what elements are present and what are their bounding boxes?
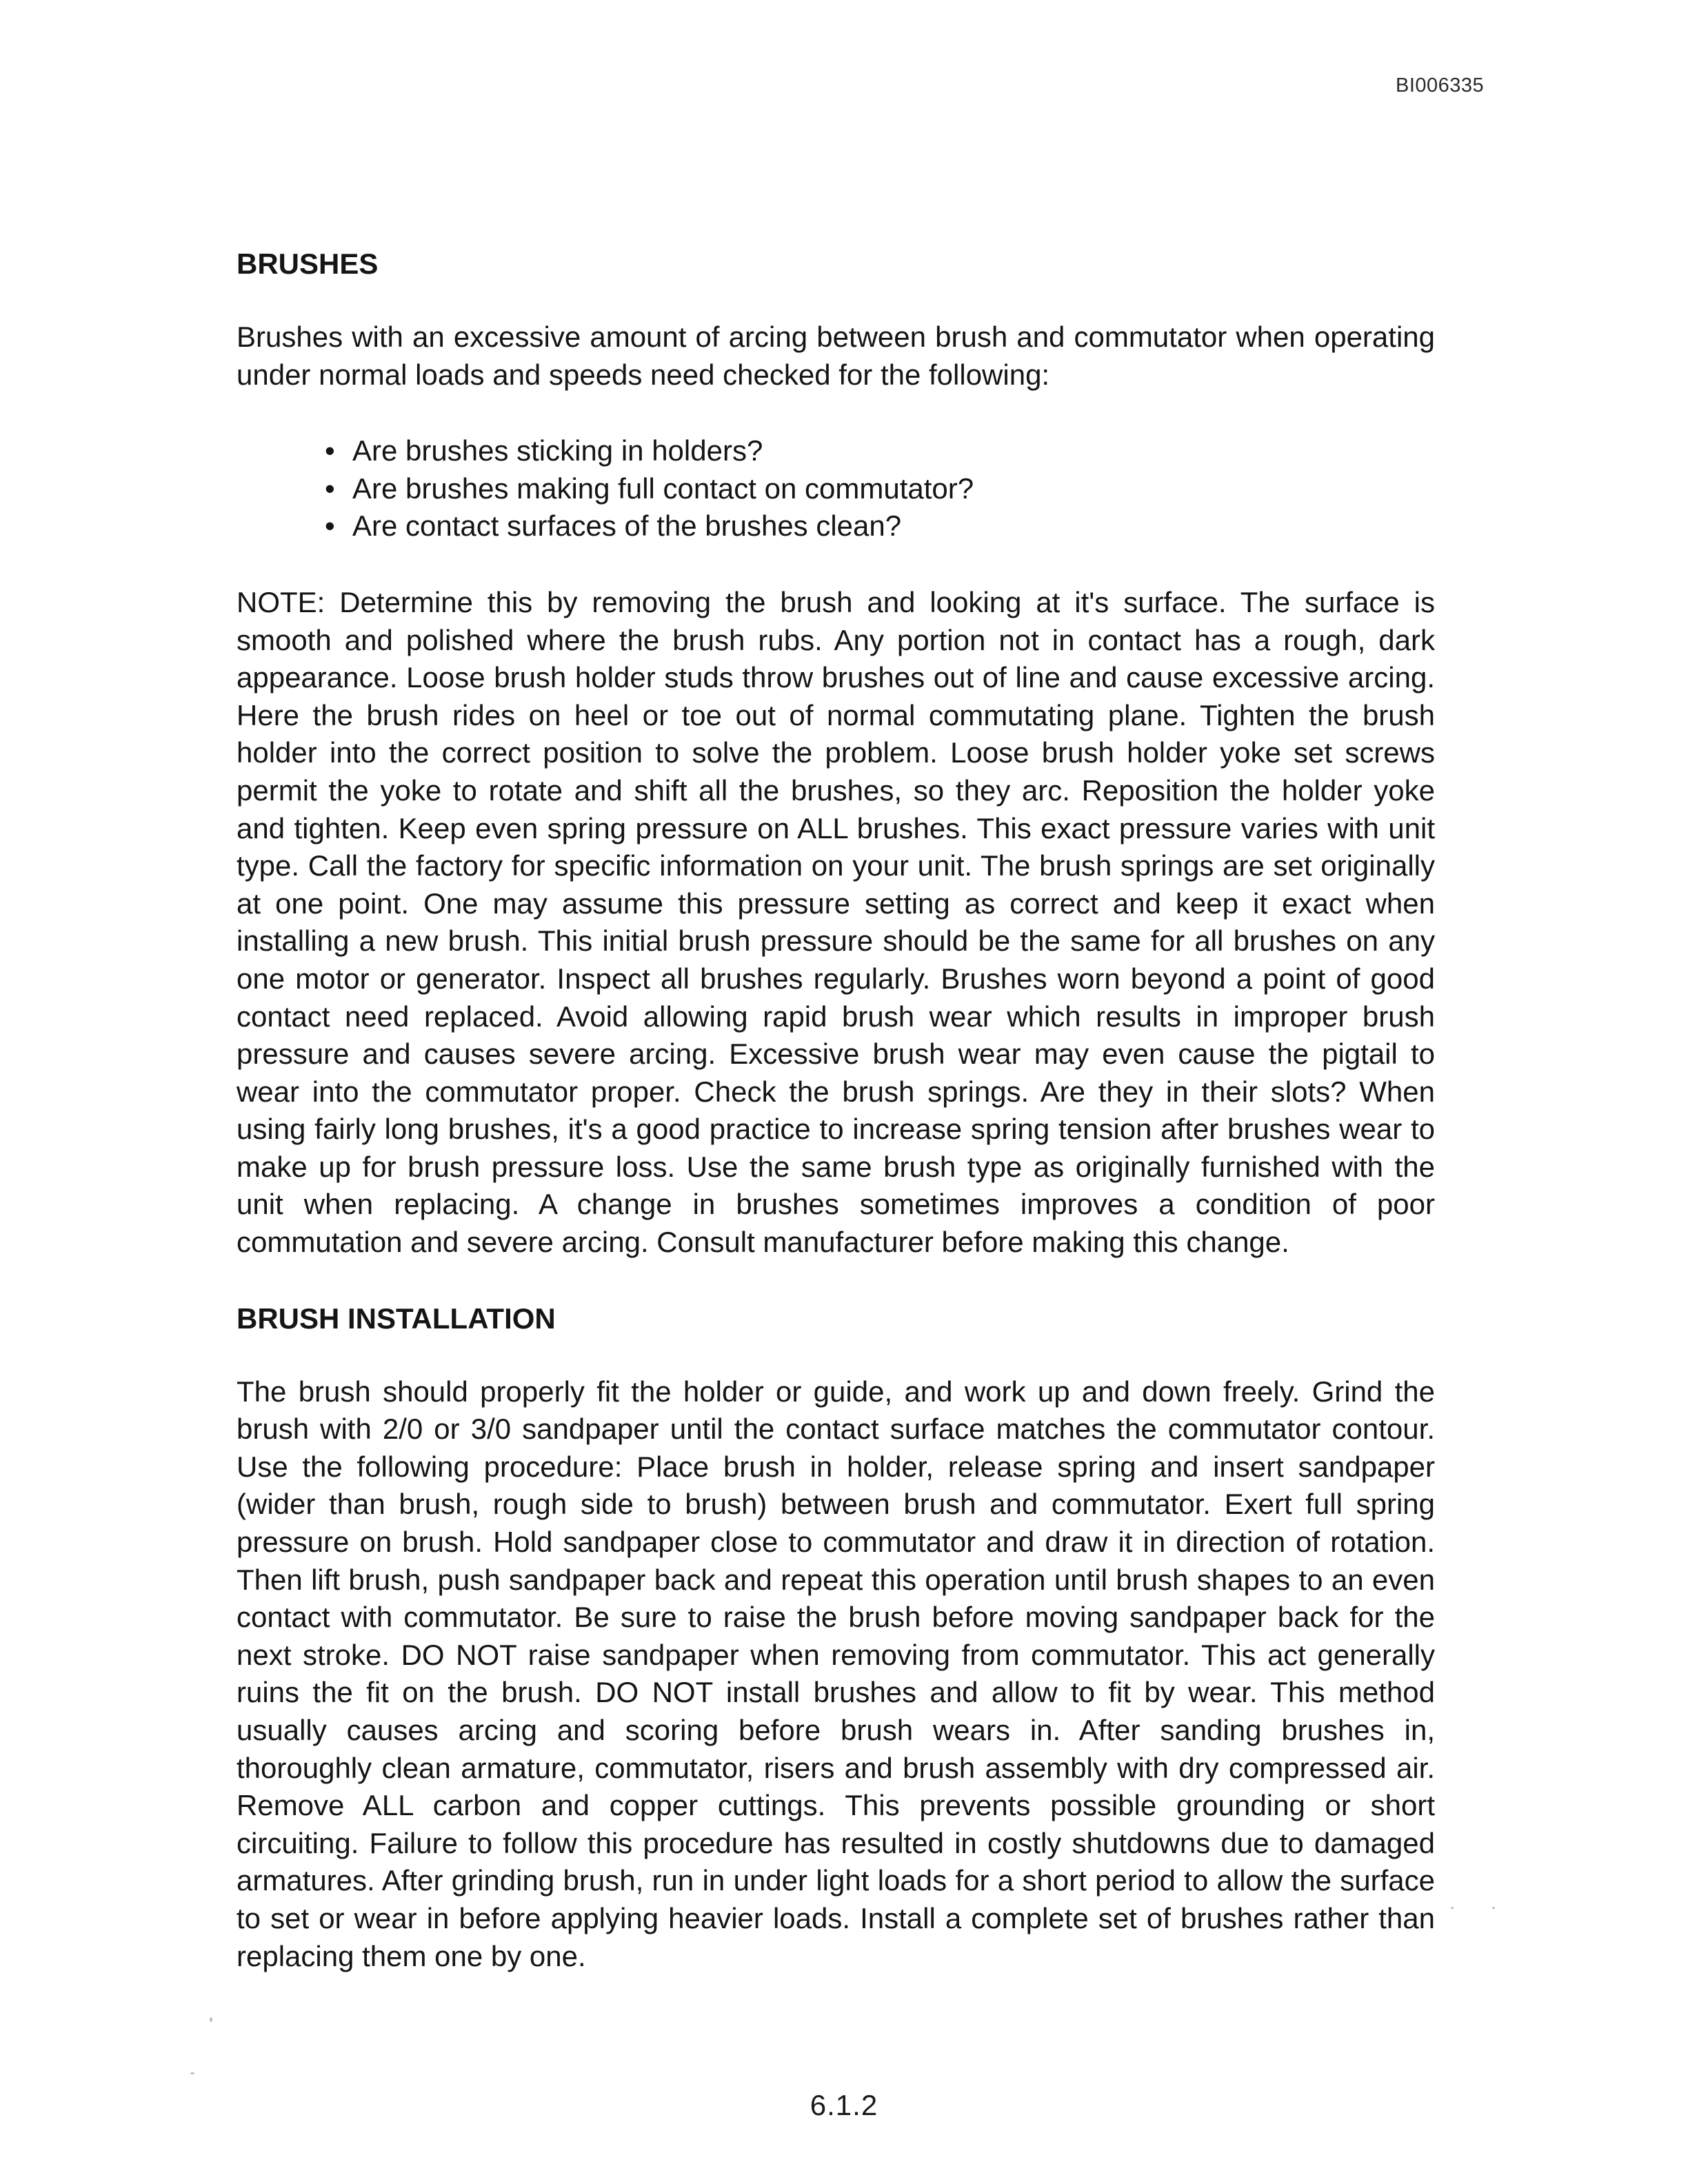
scan-speck xyxy=(210,2017,212,2022)
section-brushes xyxy=(237,245,1435,1262)
note-paragraph: NOTE: Determine this by removing the brush and looking at it's surface. The surface is smooth and polished where the brush rubs. Any portion not in contact has a rough, dark appearance. Loose brush holder studs throw brushes out of line and cause excessive arcing. Here the brush rides on heel or toe out of normal commutating plane. Tighten the brush holder into the correct position to solve the problem. Loose brush holder yoke set screws permit the yoke to rotate and shift all the brushes, so they arc. Reposition the holder yoke and tighten. Keep even spring pressure on ALL brushes. This exact pressure varies with unit type. Call the factory for specific information on your unit. The brush springs are set originally at one point. One may assume this pressure setting as correct and keep it exact when installing a new brush. This initial brush pressure should be the same for all brushes on any one motor or generator. Inspect all brushes regularly. Brushes worn beyond a point of good contact need replaced. Avoid allowing rapid brush wear which results in improper brush pressure and causes severe arcing. Excessive brush wear may even cause the pigtail to wear into the commutator proper. Check the brush springs. Are they in their slots? When using fairly long brushes, it's a good practice to increase spring tension after brushes wear to make up for brush pressure loss. Use the same brush type as originally furnished with the unit when replacing. A change in brushes sometimes improves a condition of poor commutation and severe arcing. Consult manufacturer before making this change. xyxy=(237,585,1435,1259)
checklist xyxy=(237,432,1435,545)
checklist-item xyxy=(325,507,1435,545)
checklist-item-text: Are brushes sticking in holders? xyxy=(352,434,763,467)
page-number: 6.1.2 xyxy=(810,2089,878,2121)
bullet-icon: • xyxy=(325,509,335,543)
scan-speck xyxy=(1492,1907,1495,1909)
installation-paragraph: The brush should properly fit the holder or guide, and work up and down freely. Grind the brush with 2/0 or 3/0 sandpaper until the contact surface matches the commutator contour. Use the following procedure: Place brush in holder, release spring and insert sandpaper (wider than brush, rough side to brush) between brush and commutator. Exert full spring pressure on brush. Hold sandpaper close to commutator and draw it in direction of rotation. Then lift brush, push sandpaper back and repeat this operation until brush shapes to an even contact with commutator. Be sure to raise the brush before moving sandpaper back for the next stroke. DO NOT raise sandpaper when removing from commutator. This act generally ruins the fit on the brush. DO NOT install brushes and allow to fit by wear. This method usually causes arcing and scoring before brush wears in. After sanding brushes in, thoroughly clean armature, commutator, risers and brush assembly with dry compressed air. Remove ALL carbon and copper cuttings. This prevents possible grounding or short circuiting. Failure to follow this procedure has resulted in costly shutdowns due to damaged armatures. After grinding brush, run in under light loads for a short period to allow the surface to set or wear in before applying heavier loads. Install a complete set of brushes rather than replacing them one by one. xyxy=(237,1375,1435,1972)
document-body xyxy=(237,245,1435,2014)
checklist-item xyxy=(325,470,1435,508)
bullet-icon: • xyxy=(325,434,335,467)
scan-speck xyxy=(1451,1907,1454,1909)
checklist-item-text: Are contact surfaces of the brushes clean? xyxy=(352,509,902,543)
scan-speck xyxy=(190,2072,194,2074)
section-brush-installation xyxy=(237,1300,1435,1976)
checklist-item xyxy=(325,432,1435,470)
document-id: BI006335 xyxy=(1396,74,1485,97)
checklist-item-text: Are brushes making full contact on commutator? xyxy=(352,472,974,505)
section-heading-brushes: BRUSHES xyxy=(237,247,379,280)
section-heading-brush-installation: BRUSH INSTALLATION xyxy=(237,1302,556,1335)
brushes-intro-paragraph: Brushes with an excessive amount of arcing between brush and commutator when operating under normal loads and speeds need checked for the following: xyxy=(237,321,1435,391)
bullet-icon: • xyxy=(325,472,335,505)
